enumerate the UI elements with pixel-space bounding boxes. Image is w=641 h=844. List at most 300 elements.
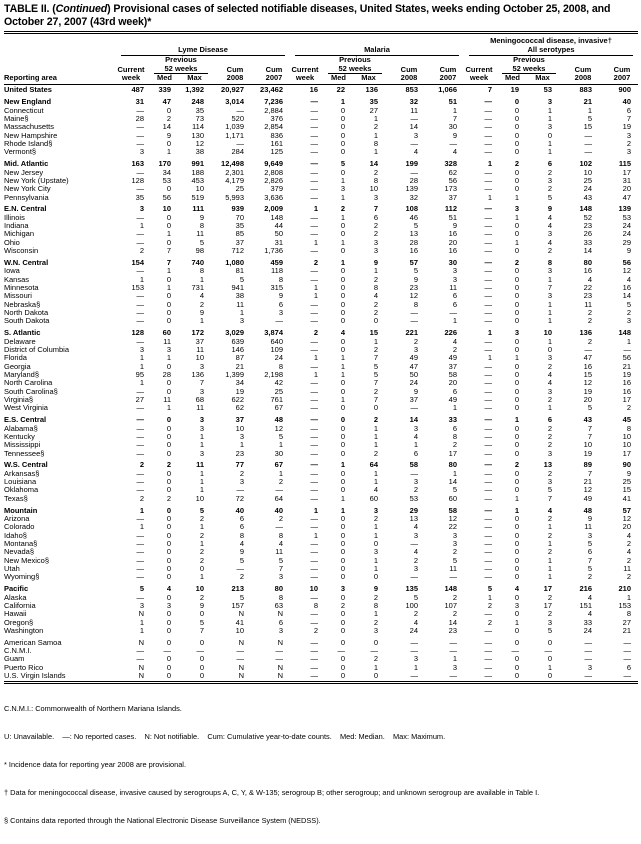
group-label: Meningococcal disease, invasive†	[490, 36, 612, 45]
table-cell: 0	[373, 403, 378, 413]
table-cell: 0	[166, 513, 171, 523]
table-cell: —	[310, 221, 318, 231]
table-cell: 163	[131, 159, 144, 169]
table-cell: 1,039	[225, 122, 244, 132]
table-cell: 0	[166, 184, 171, 194]
table-cell: —	[484, 539, 492, 548]
notifiable-diseases-table	[4, 37, 638, 684]
table-cell: —	[410, 167, 418, 177]
table-cell: 1	[340, 237, 345, 247]
table-cell: —	[484, 204, 492, 214]
row-label: New York City	[4, 185, 51, 194]
table-cell: 1	[199, 274, 204, 284]
table-cell: —	[136, 237, 144, 247]
table-cell: 2	[373, 415, 378, 425]
table-cell: —	[310, 361, 318, 371]
table-cell: 0	[340, 637, 345, 647]
table-cell: 3	[278, 625, 283, 635]
table-cell: 8	[278, 274, 283, 284]
table-cell: 6	[547, 159, 552, 169]
table-cell: 27	[135, 395, 144, 404]
table-cell: 1	[166, 353, 171, 363]
table-cell: 11	[623, 564, 632, 574]
table-cell: 0	[340, 221, 345, 231]
table-cell: 21	[583, 97, 592, 107]
table-cell: 2	[547, 440, 552, 450]
table-cell: 1	[373, 114, 378, 123]
table-cell: 1	[139, 617, 144, 627]
table-cell: —	[310, 175, 318, 185]
table-cell: 29	[622, 237, 632, 247]
table-cell: 0	[166, 316, 171, 326]
table-cell: 2	[547, 431, 552, 441]
table-row	[4, 413, 638, 425]
row-label: Pacific	[4, 584, 29, 594]
table-row	[4, 338, 638, 346]
table-cell: 1	[373, 423, 378, 433]
table-cell: 6	[239, 522, 244, 532]
table-cell: 45	[622, 415, 632, 425]
table-cell: 1	[199, 431, 204, 441]
table-cell: 35	[195, 105, 204, 115]
table-cell: 1	[199, 522, 204, 532]
table-cell: 24	[583, 184, 592, 194]
table-cell: 4	[626, 274, 632, 284]
row-label: Nebraska§	[4, 300, 41, 309]
table-cell: 3	[413, 564, 418, 574]
table-row	[4, 317, 638, 325]
table-cell: 8	[199, 221, 204, 231]
table-cell: 23	[583, 291, 592, 301]
table-cell: 5	[239, 592, 244, 602]
table-cell: 20	[622, 522, 632, 532]
row-label: Delaware	[4, 337, 36, 346]
table-cell: 5	[587, 539, 592, 548]
table-cell: —	[310, 617, 318, 627]
table-cell: 1	[413, 440, 418, 450]
table-row	[4, 267, 638, 275]
table-cell: 14	[448, 477, 457, 487]
table-cell: —	[310, 192, 318, 202]
table-cell: —	[584, 344, 592, 354]
table-cell: 1	[514, 237, 519, 247]
row-label: Oregon§	[4, 618, 34, 627]
table-cell: 5	[413, 592, 418, 602]
table-cell: 0	[199, 637, 204, 647]
table-cell: —	[136, 308, 144, 318]
table-cell: 1	[373, 564, 378, 574]
table-cell: 2	[373, 386, 378, 396]
table-row	[4, 495, 638, 503]
table-cell: 49	[583, 493, 592, 503]
table-cell: 2	[547, 592, 552, 602]
row-label: Kentucky	[4, 432, 35, 441]
table-cell: 1	[487, 159, 492, 169]
table-cell: 8	[452, 431, 457, 441]
table-cell: —	[410, 114, 418, 123]
table-cell: 23	[448, 625, 457, 635]
cum-2008-header: Cum 2008	[226, 64, 244, 83]
table-cell: 1	[487, 328, 492, 338]
table-cell: 0	[340, 592, 345, 602]
table-cell: 9	[452, 221, 457, 231]
table-cell: 0	[340, 403, 345, 413]
table-cell: 1	[547, 139, 552, 149]
table-cell: N	[238, 671, 244, 681]
table-cell: 1	[452, 105, 457, 115]
table-cell: 136	[579, 328, 592, 338]
table-cell: 9	[373, 584, 378, 594]
table-cell: —	[136, 167, 144, 177]
table-cell: 4	[587, 609, 592, 619]
row-label: Montana§	[4, 540, 38, 548]
table-cell: 9	[166, 130, 171, 140]
table-cell: 4	[452, 336, 457, 346]
table-cell: 0	[514, 395, 519, 404]
table-cell: 1	[373, 468, 378, 478]
table-cell: 248	[191, 97, 204, 107]
table-cell: 2	[452, 344, 457, 354]
table-cell: N	[138, 637, 144, 647]
table-cell: 47	[162, 97, 171, 107]
table-cell: —	[449, 637, 457, 647]
table-cell: 6	[373, 212, 378, 222]
table-cell: 8	[413, 299, 418, 309]
table-cell: 2	[587, 308, 592, 318]
table-cell: 3	[626, 130, 632, 140]
table-cell: 41	[622, 493, 632, 503]
table-cell: 0	[514, 274, 519, 284]
table-cell: 11	[196, 229, 204, 239]
table-cell: 3	[166, 344, 171, 354]
table-cell: 10	[195, 584, 204, 594]
table-cell: 3	[413, 477, 418, 487]
table-cell: 5	[452, 555, 457, 565]
table-cell: 3	[199, 415, 204, 425]
table-cell: 0	[514, 555, 519, 565]
table-cell: 31	[622, 175, 632, 185]
table-cell: 0	[340, 167, 345, 177]
table-cell: —	[310, 440, 318, 450]
table-cell: 6	[452, 291, 457, 301]
table-cell: 3	[587, 530, 592, 540]
table-cell: 0	[514, 522, 519, 532]
row-label: S. Atlantic	[4, 328, 41, 338]
table-cell: 3	[452, 530, 457, 540]
table-cell: 0	[340, 530, 345, 540]
table-cell: —	[136, 266, 144, 276]
table-cell: 10	[162, 204, 171, 214]
table-cell: —	[410, 403, 418, 413]
table-cell: 3	[587, 662, 592, 672]
table-cell: 3	[514, 328, 519, 338]
table-cell: 80	[583, 258, 592, 267]
table-cell: —	[136, 539, 144, 548]
table-cell: 2	[139, 460, 144, 470]
table-cell: 1	[373, 130, 378, 140]
table-cell: 1	[340, 361, 345, 371]
table-cell: 146	[231, 344, 244, 354]
table-cell: —	[484, 564, 492, 574]
table-cell: 0	[514, 344, 519, 354]
table-cell: 941	[231, 283, 244, 293]
table-cell: 7	[199, 378, 204, 388]
table-cell: 0	[514, 423, 519, 433]
table-cell: 4	[413, 522, 418, 532]
table-cell: —	[484, 403, 492, 413]
table-cell: 3	[166, 600, 171, 610]
footnotes	[4, 686, 638, 844]
table-cell: 0	[514, 147, 519, 157]
table-cell: —	[136, 229, 144, 239]
table-cell: 5	[199, 617, 204, 627]
table-cell: 7	[487, 85, 492, 95]
table-cell: 1	[373, 609, 378, 619]
table-cell: —	[410, 646, 418, 656]
table-cell: 33	[448, 415, 457, 425]
table-cell: —	[136, 477, 144, 487]
table-cell: 1	[547, 274, 552, 284]
table-cell: —	[236, 564, 244, 574]
table-cell: 20,927	[221, 85, 244, 95]
table-cell: 4	[373, 485, 378, 495]
table-cell: 3	[547, 617, 552, 627]
table-cell: —	[310, 468, 318, 478]
table-cell: —	[310, 646, 318, 656]
table-row	[4, 540, 638, 548]
table-cell: —	[310, 130, 318, 140]
footnote-asterisk: * Incidence data for reporting year 2008 are provisional.	[4, 759, 187, 769]
table-cell: 1	[547, 522, 552, 532]
table-cell: 24	[622, 229, 632, 239]
table-cell: 0	[340, 291, 345, 301]
table-cell: 11	[236, 299, 244, 309]
table-cell: 4	[340, 328, 345, 338]
table-cell: 3	[547, 386, 552, 396]
table-cell: 0	[199, 654, 204, 664]
row-label: E.S. Central	[4, 415, 47, 425]
table-cell: 11	[449, 283, 457, 293]
table-cell: 2	[547, 513, 552, 523]
table-cell: 170	[158, 159, 171, 169]
row-label: North Carolina	[4, 379, 53, 388]
table-cell: —	[484, 147, 492, 157]
table-cell: 1	[166, 283, 171, 293]
table-cell: 148	[444, 584, 457, 594]
table-cell: 19	[510, 85, 519, 95]
table-cell: —	[484, 122, 492, 132]
table-cell: 0	[340, 308, 345, 318]
table-row	[4, 95, 638, 107]
table-cell: 130	[191, 130, 204, 140]
table-cell: —	[410, 308, 418, 318]
table-cell: 3	[547, 477, 552, 487]
table-cell: —	[410, 671, 418, 681]
table-cell: 37	[448, 361, 457, 371]
table-cell: —	[484, 662, 492, 672]
table-cell: —	[484, 625, 492, 635]
table-cell: 41	[235, 617, 244, 627]
table-cell: 60	[369, 493, 378, 503]
row-label: U.S. Virgin Islands	[4, 672, 66, 681]
table-cell: 2	[514, 258, 519, 267]
table-cell: 53	[162, 175, 171, 185]
table-cell: 172	[191, 328, 204, 338]
table-cell: 0	[514, 625, 519, 635]
table-cell: 2	[373, 448, 378, 458]
table-cell: 3,636	[264, 192, 283, 202]
table-cell: 3	[514, 204, 519, 214]
table-row	[4, 346, 638, 354]
table-cell: 3	[139, 204, 144, 214]
table-cell: 1	[139, 274, 144, 284]
row-label: Alabama§	[4, 424, 38, 433]
table-cell: 31	[274, 237, 283, 247]
group-header-meningococcal	[464, 37, 638, 56]
table-cell: —	[136, 513, 144, 523]
table-cell: 3	[373, 505, 378, 515]
table-cell: 1	[547, 539, 552, 548]
table-cell: 153	[618, 600, 632, 610]
med-header: Med	[157, 73, 172, 83]
table-cell: 0	[340, 316, 345, 326]
table-cell: 148	[270, 212, 283, 222]
table-row	[4, 140, 638, 148]
table-cell: 939	[231, 204, 244, 214]
table-cell: 5	[487, 584, 492, 594]
table-cell: 0	[166, 221, 171, 231]
table-cell: —	[310, 266, 318, 276]
table-cell: 519	[191, 192, 204, 202]
table-cell: —	[484, 505, 492, 515]
table-cell: 64	[274, 493, 283, 503]
table-cell: 0	[166, 662, 171, 672]
table-cell: 0	[166, 378, 171, 388]
table-cell: —	[484, 184, 492, 194]
table-cell: 19	[622, 369, 632, 379]
table-cell: —	[484, 221, 492, 231]
table-cell: 19	[583, 448, 592, 458]
table-row	[4, 647, 638, 655]
table-cell: 3,029	[225, 328, 244, 338]
group-label: Malaria	[364, 44, 390, 54]
table-cell: N	[238, 609, 244, 619]
table-cell: 459	[270, 258, 283, 267]
table-cell: —	[484, 175, 492, 185]
table-cell: 7	[373, 378, 378, 388]
table-cell: 11	[196, 403, 204, 413]
table-cell: 111	[192, 204, 204, 214]
table-cell: —	[236, 485, 244, 495]
table-cell: —	[136, 592, 144, 602]
table-cell: 1	[547, 572, 552, 582]
table-cell: —	[484, 369, 492, 379]
table-cell: 2	[452, 592, 457, 602]
table-cell: 15	[369, 328, 378, 338]
table-cell: 2	[199, 592, 204, 602]
table-cell: 0	[166, 361, 171, 371]
table-row	[4, 284, 638, 292]
table-cell: 0	[340, 555, 345, 565]
table-cell: N	[238, 637, 244, 647]
table-cell: 0	[514, 114, 519, 123]
table-cell: 5	[239, 555, 244, 565]
cum-2008-header: Cum 2008	[400, 64, 418, 83]
table-cell: 10	[309, 584, 318, 594]
table-cell: —	[623, 637, 632, 647]
table-cell: 0	[514, 609, 519, 619]
table-cell: —	[410, 572, 418, 582]
row-label: Mississippi	[4, 441, 41, 450]
table-row	[4, 594, 638, 602]
table-cell: 7	[373, 395, 378, 404]
row-label: Minnesota	[4, 284, 39, 293]
table-cell: 50	[409, 369, 418, 379]
table-cell: —	[410, 316, 418, 326]
table-cell: 1	[452, 316, 457, 326]
table-cell: 226	[444, 328, 457, 338]
table-cell: —	[310, 572, 318, 582]
table-cell: —	[136, 291, 144, 301]
table-cell: —	[410, 539, 418, 548]
table-cell: 487	[131, 85, 144, 95]
table-cell: —	[584, 654, 592, 664]
row-label: Texas§	[4, 494, 28, 503]
table-cell: 1	[547, 299, 552, 309]
table-cell: —	[136, 105, 144, 115]
table-cell: 2	[626, 555, 632, 565]
table-cell: 38	[195, 147, 204, 157]
table-cell: —	[544, 646, 552, 656]
table-cell: 0	[340, 423, 345, 433]
table-cell: 1	[547, 403, 552, 413]
table-cell: 2	[547, 184, 552, 194]
table-cell: 11	[163, 395, 171, 404]
table-cell: 0	[514, 671, 519, 681]
table-cell: 20	[448, 237, 457, 247]
table-cell: 0	[199, 671, 204, 681]
table-cell: 0	[166, 555, 171, 565]
table-row	[4, 565, 638, 573]
table-cell: —	[275, 316, 283, 326]
table-cell: 1	[340, 212, 345, 222]
table-cell: 13	[409, 513, 418, 523]
table-cell: 4	[413, 547, 418, 557]
table-cell: 1	[313, 204, 318, 214]
table-cell: 1	[313, 283, 318, 293]
table-cell: 48	[274, 415, 283, 425]
table-cell: 85	[235, 229, 244, 239]
table-cell: 3	[547, 266, 552, 276]
table-cell: 0	[373, 316, 378, 326]
table-cell: 2	[340, 600, 345, 610]
table-row	[4, 371, 638, 379]
current-week-header: Current week	[465, 64, 493, 83]
table-cell: 1	[547, 147, 552, 157]
table-cell: 151	[579, 600, 592, 610]
table-row	[4, 354, 638, 362]
table-cell: 9	[413, 274, 418, 284]
table-cell: 0	[340, 336, 345, 346]
table-cell: 0	[166, 592, 171, 602]
row-label: Illinois	[4, 213, 25, 222]
table-cell: 2	[166, 460, 171, 470]
table-cell: —	[623, 671, 632, 681]
table-cell: 2	[487, 600, 492, 610]
table-cell: 0	[514, 97, 519, 107]
table-cell: —	[310, 592, 318, 602]
row-label: American Samoa	[4, 637, 62, 647]
